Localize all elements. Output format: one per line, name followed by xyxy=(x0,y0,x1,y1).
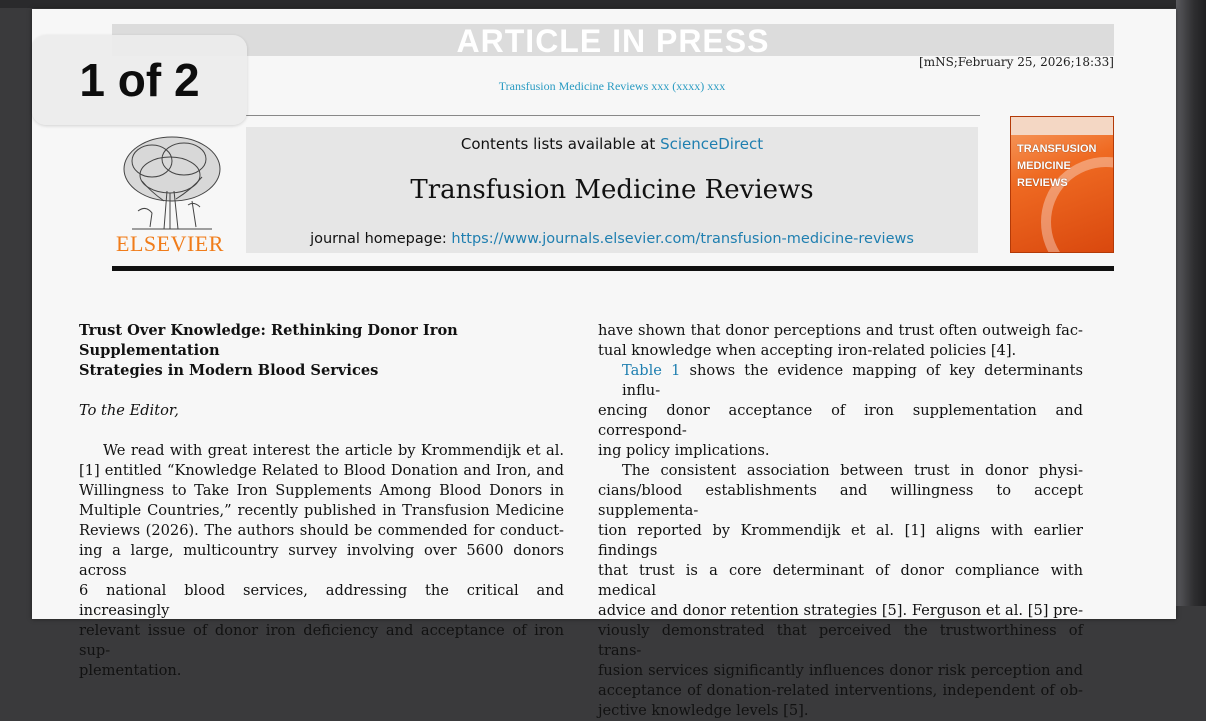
homepage-prefix: journal homepage: xyxy=(310,231,447,247)
salutation: To the Editor, xyxy=(79,402,179,419)
elsevier-wordmark: ELSEVIER xyxy=(116,231,224,256)
text-line: plementation. xyxy=(79,662,182,679)
header-thick-rule xyxy=(112,266,1114,271)
text-line: We read with great interest the article by Krommendijk et al. xyxy=(103,442,564,459)
cover-title-line: MEDICINE xyxy=(1017,160,1071,172)
body-paragraph xyxy=(79,441,564,681)
cover-title-line: TRANSFUSION xyxy=(1017,143,1097,155)
journal-header-box xyxy=(246,127,978,253)
article-title-line: Strategies in Modern Blood Services xyxy=(79,362,379,379)
text-line: fusion services significantly influences donor risk perception and xyxy=(598,662,1083,679)
table-1-link[interactable]: Table 1 xyxy=(622,362,681,379)
journal-cover-image xyxy=(1010,116,1114,253)
text-line: acceptance of donation-related interventions, independent of ob- xyxy=(598,682,1083,699)
article-title-line: Trust Over Knowledge: Rethinking Donor Iron Supplementation xyxy=(79,322,458,359)
contents-line xyxy=(246,135,978,153)
homepage-link[interactable]: https://www.journals.elsevier.com/transfusion-medicine-reviews xyxy=(451,231,914,247)
header-divider xyxy=(246,115,980,116)
text-fragment: shows the evidence mapping of key determinants influ- xyxy=(622,362,1083,399)
text-line: advice and donor retention strategies [5]. Ferguson et al. [5] pre- xyxy=(598,602,1083,619)
text-line: [1] entitled “Knowledge Related to Blood Donation and Iron, and xyxy=(79,462,564,479)
text-line: Willingness to Take Iron Supplements Among Blood Donors in xyxy=(79,482,564,499)
journal-citation: Transfusion Medicine Reviews xxx (xxxx) xxx xyxy=(498,79,726,93)
journal-title: Transfusion Medicine Reviews xyxy=(410,175,814,205)
cover-header-strip xyxy=(1011,117,1113,135)
left-column xyxy=(79,321,564,681)
sciencedirect-link[interactable]: ScienceDirect xyxy=(660,135,764,153)
timestamp: [mNS;February 25, 2026;18:33] xyxy=(919,55,1114,69)
text-line: jective knowledge levels [5]. xyxy=(598,702,809,719)
text-line xyxy=(598,361,1083,401)
text-line: relevant issue of donor iron deficiency and acceptance of iron sup- xyxy=(79,622,564,659)
body-paragraph xyxy=(598,461,1083,721)
cover-title xyxy=(1017,141,1096,192)
text-line: Reviews (2026). The authors should be commended for conduct- xyxy=(79,522,564,539)
cover-title-line: REVIEWS xyxy=(1017,177,1068,189)
right-column xyxy=(598,321,1083,721)
page-indicator-text: 1 of 2 xyxy=(79,54,200,106)
text-line: Multiple Countries,” recently published in Transfusion Medicine xyxy=(79,502,564,519)
text-line: encing donor acceptance of iron supplementation and correspond- xyxy=(598,402,1083,439)
article-title xyxy=(79,321,564,381)
text-line: The consistent association between trust in donor physi- xyxy=(622,462,1083,479)
text-line: viously demonstrated that perceived the trustworthiness of trans- xyxy=(598,622,1083,659)
window-top-edge xyxy=(0,0,1206,8)
text-line: ing policy implications. xyxy=(598,442,770,459)
elsevier-tree-logo-icon xyxy=(112,131,228,239)
text-line: cians/blood establishments and willingness to accept supplementa- xyxy=(598,482,1083,519)
text-line: tual knowledge when accepting iron-related policies [4]. xyxy=(598,342,1017,359)
text-line: that trust is a core determinant of donor compliance with medical xyxy=(598,562,1083,599)
page-indicator-badge xyxy=(32,35,247,125)
body-paragraph xyxy=(598,361,1083,461)
text-line: tion reported by Krommendijk et al. [1] aligns with earlier findings xyxy=(598,522,1083,559)
article-in-press-banner: ARTICLE IN PRESS xyxy=(112,24,1114,56)
text-line: 6 national blood services, addressing the critical and increasingly xyxy=(79,582,564,619)
text-line: have shown that donor perceptions and trust often outweigh fac- xyxy=(598,322,1083,339)
homepage-line xyxy=(246,231,978,247)
contents-prefix: Contents lists available at xyxy=(460,135,656,153)
text-line: ing a large, multicountry survey involving over 5600 donors across xyxy=(79,542,564,579)
body-paragraph xyxy=(598,321,1083,361)
